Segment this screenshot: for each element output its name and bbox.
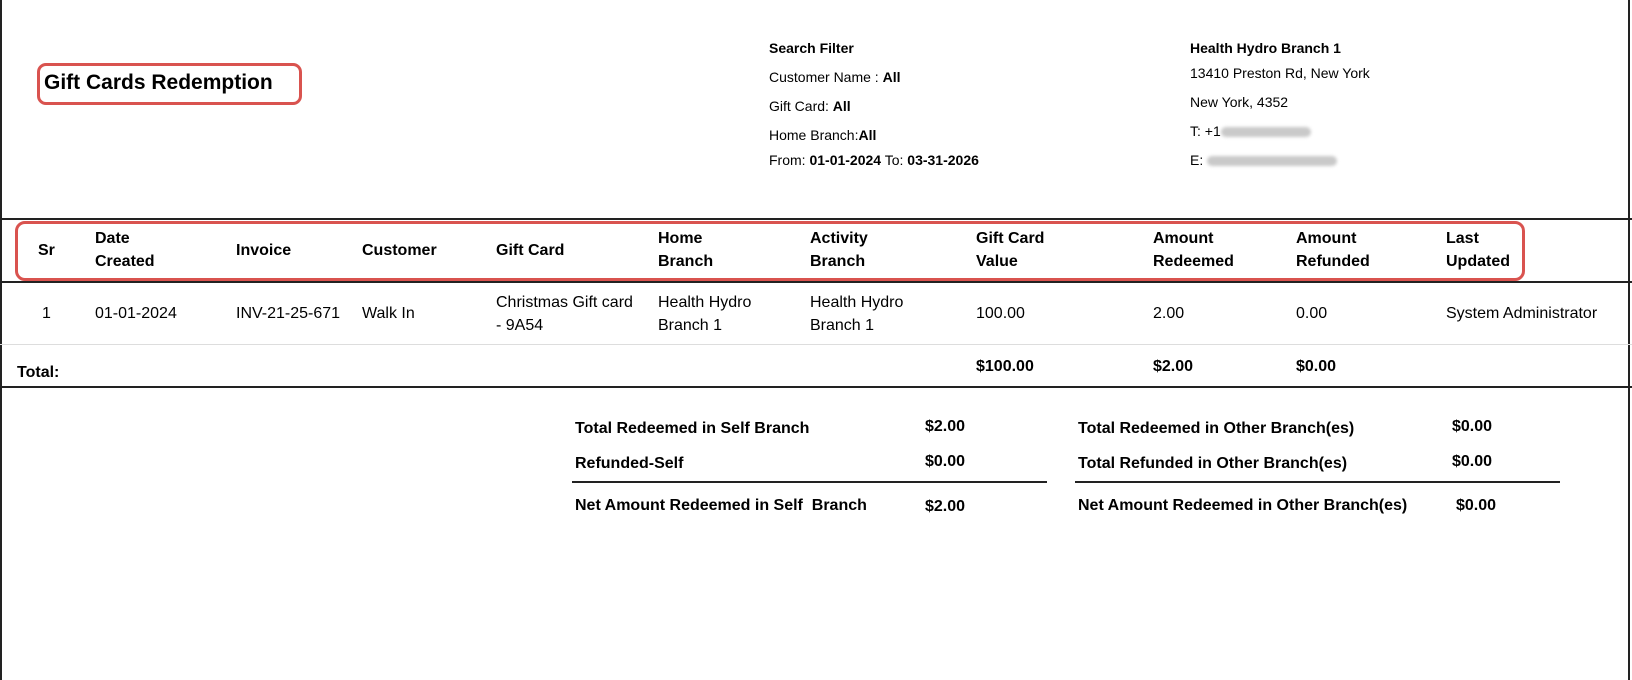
self-refunded-label: Refunded-Self	[575, 455, 684, 472]
cell-amount-refunded: 0.00	[1296, 305, 1328, 322]
total-amount-refunded: $0.00	[1296, 358, 1337, 375]
other-net-label: Net Amount Redeemed in Other Branch(es)	[1078, 497, 1408, 514]
col-header-sr: Sr	[38, 242, 55, 259]
cell-gift-card-value: 100.00	[976, 305, 1025, 322]
col-header-customer: Customer	[362, 242, 437, 259]
filter-gift-card: Gift Card: All	[769, 98, 851, 114]
search-filter	[769, 34, 979, 175]
col-header-home-branch: Home Branch	[658, 230, 714, 270]
self-refunded-value: $0.00	[925, 453, 966, 470]
self-summary-rule	[572, 481, 1047, 483]
cell-customer: Walk In	[362, 305, 415, 322]
filter-date-range: From: 01-01-2024 To: 03-31-2026	[769, 152, 979, 168]
search-filter-heading: Search Filter	[769, 40, 854, 56]
branch-email: E:	[1190, 146, 1370, 175]
row-divider	[0, 344, 1632, 345]
branch-address-line1: 13410 Preston Rd, New York	[1190, 65, 1370, 81]
other-refunded-label: Total Refunded in Other Branch(es)	[1078, 455, 1348, 472]
total-amount-redeemed: $2.00	[1153, 358, 1194, 375]
self-redeemed-label: Total Redeemed in Self Branch	[575, 420, 810, 437]
other-summary-rule	[1075, 481, 1560, 483]
cell-invoice: INV-21-25-671	[236, 305, 341, 322]
filter-home-branch: Home Branch:All	[769, 127, 877, 143]
self-net-value: $2.00	[925, 498, 966, 515]
col-header-amount-redeemed: Amount Redeemed	[1153, 230, 1234, 270]
col-header-activity-branch: Activity Branch	[810, 230, 868, 270]
cell-home-branch: Health Hydro Branch 1	[658, 294, 752, 334]
self-redeemed-value: $2.00	[925, 418, 966, 435]
cell-amount-redeemed: 2.00	[1153, 305, 1185, 322]
table-top-rule	[0, 218, 1632, 220]
col-header-last-updated: Last Updated	[1446, 230, 1510, 270]
col-header-date-created: Date Created	[95, 230, 155, 270]
filter-customer: Customer Name : All	[769, 69, 901, 85]
table-bottom-rule	[0, 386, 1632, 388]
cell-date: 01-01-2024	[95, 305, 177, 322]
branch-info	[1190, 34, 1370, 175]
other-redeemed-label: Total Redeemed in Other Branch(es)	[1078, 420, 1355, 437]
header-bottom-rule	[0, 281, 1632, 283]
col-header-amount-refunded: Amount Refunded	[1296, 230, 1370, 270]
other-refunded-value: $0.00	[1452, 453, 1493, 470]
other-net-value: $0.00	[1456, 497, 1497, 514]
report-title: Gift Cards Redemption	[44, 71, 273, 94]
cell-sr: 1	[42, 305, 51, 322]
col-header-gift-card: Gift Card	[496, 242, 565, 259]
col-header-invoice: Invoice	[236, 242, 292, 259]
cell-activity-branch: Health Hydro Branch 1	[810, 294, 904, 334]
other-redeemed-value: $0.00	[1452, 418, 1493, 435]
branch-name: Health Hydro Branch 1	[1190, 40, 1341, 56]
branch-address-line2: New York, 4352	[1190, 94, 1289, 110]
self-net-label: Net Amount Redeemed in Self Branch	[575, 497, 867, 514]
redacted-email	[1207, 156, 1337, 166]
redacted-phone	[1221, 127, 1311, 137]
cell-last-updated: System Administrator	[1446, 305, 1598, 322]
total-label: Total:	[17, 364, 60, 381]
branch-phone: T: +1	[1190, 117, 1370, 146]
total-gift-card-value: $100.00	[976, 358, 1034, 375]
cell-gift-card: Christmas Gift card - 9A54	[496, 294, 633, 334]
col-header-gift-card-value: Gift Card Value	[976, 230, 1045, 270]
